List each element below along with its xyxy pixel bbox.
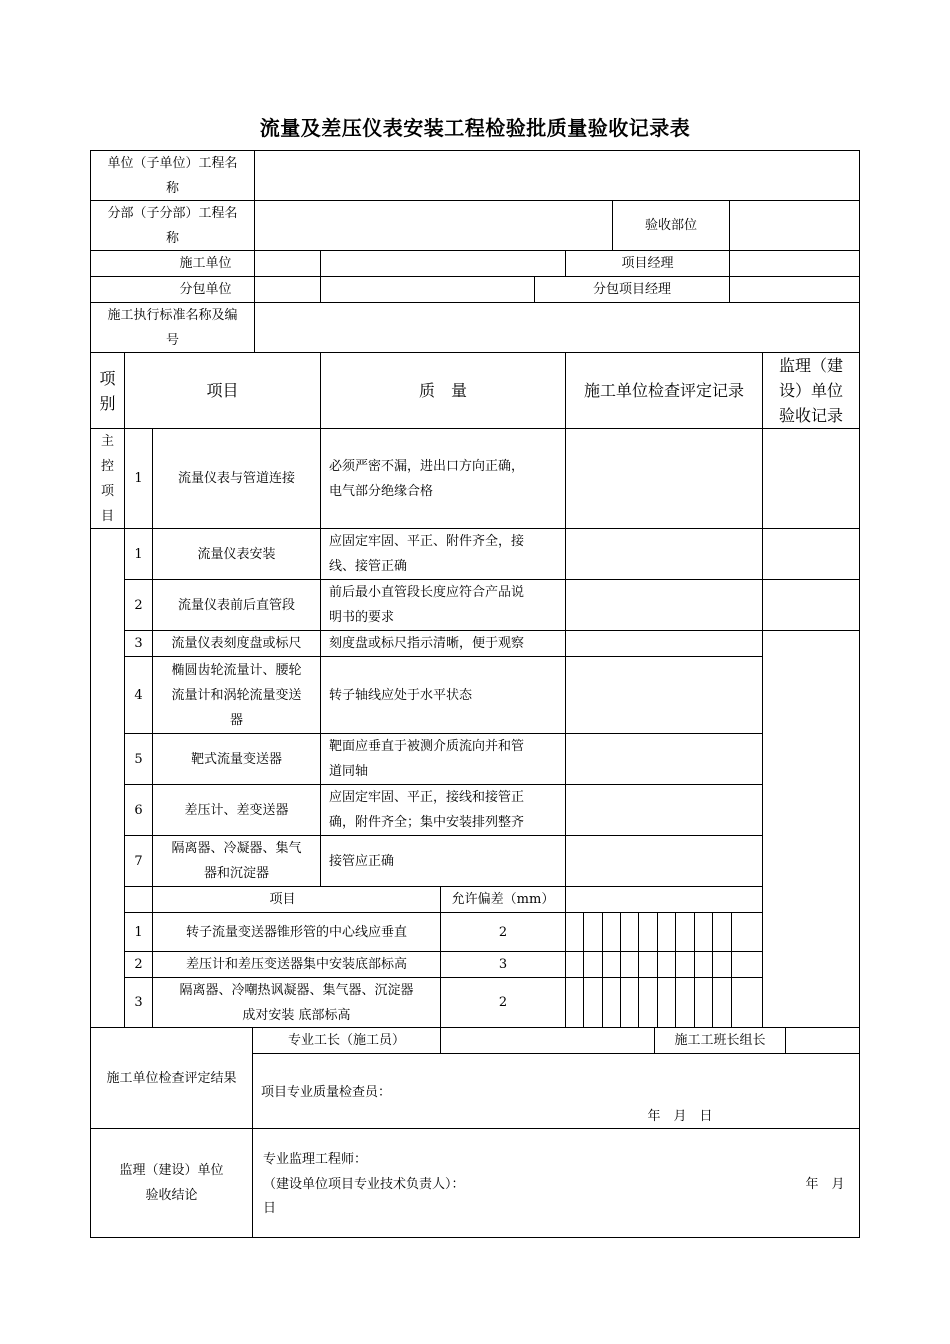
row-requirement: 应固定牢固、平正，接线和接管正 确，附件齐全；集中安装排列整齐 (329, 790, 525, 830)
row-item-name: 流量仪表刻度盘或标尺 (171, 636, 302, 651)
row-number: 1 (134, 471, 143, 486)
tolerance-item-header: 项目 (269, 892, 296, 907)
tolerance-value: 3 (498, 957, 508, 972)
main-control-label: 主 控 项 目 (100, 433, 114, 524)
tolerance-value: 2 (498, 924, 508, 940)
quality-header: 质 量 (418, 381, 467, 400)
supervisor-label: 专业监理工程师： (263, 1152, 368, 1167)
grid-line (694, 912, 695, 1028)
row-requirement: 接管应正确 (329, 853, 395, 869)
row-item-name: 流量仪表前后直管段 (177, 597, 295, 613)
owner-tech-label: （建设单位项目专业技术负责人）： (263, 1177, 465, 1192)
page-title: 流量及差压仪表安装工程检验批质量验收记录表 (259, 116, 691, 140)
grid-line (785, 1027, 786, 1054)
row-requirement: 必须严密不漏，进出口方向正确， 电气部分绝缘合格 (329, 458, 525, 499)
row-item-name: 隔离器、冷凝器、集气 器和沉淀器 (171, 841, 302, 881)
grid-line (675, 912, 676, 1028)
construction-record-header: 施工单位检查评定记录 (583, 381, 744, 400)
construction-unit-label: 施工单位 (179, 256, 232, 271)
acceptance-part-label: 验收部位 (644, 218, 697, 233)
tolerance-item-name: 隔离器、冷嘲热讽凝器、集气器、沉淀器 成对安装 底部标高 (179, 982, 414, 1023)
grid-line (320, 250, 321, 303)
tolerance-item-name: 差压计和差压变送器集中安装底部标高 (185, 957, 407, 972)
grid-line (440, 1027, 441, 1054)
item-header: 项目 (206, 381, 239, 400)
quality-inspector-label: 项目专业质量检查员： (261, 1085, 392, 1100)
row-number: 3 (134, 995, 143, 1010)
grid-line (712, 912, 713, 1028)
foreman-label: 专业工长（施工员） (287, 1033, 405, 1048)
date-label: 年 月 日 (647, 1109, 713, 1124)
grid-line (657, 912, 658, 1028)
construction-result-label: 施工单位检查评定结果 (106, 1070, 237, 1086)
grid-line (90, 1237, 860, 1238)
date-label: 日 (263, 1201, 277, 1216)
category-header: 项 别 (99, 368, 116, 413)
row-item-name: 流量仪表安装 (197, 546, 276, 562)
tolerance-header: 允许偏差（mm） (451, 892, 555, 907)
row-item-name: 差压计、差变送器 (184, 802, 289, 818)
supervision-record-header: 监理（建 设）单位 验收记录 (778, 356, 843, 425)
grid-line (638, 912, 639, 1028)
grid-line (252, 1027, 253, 1238)
row-number: 3 (134, 636, 143, 651)
standard-label: 施工执行标准名称及编 号 (107, 307, 238, 348)
grid-line (729, 200, 730, 303)
grid-line (602, 912, 603, 1028)
row-number: 1 (134, 546, 143, 562)
row-requirement: 转子轴线应处于水平状态 (329, 687, 473, 703)
grid-line (252, 1053, 860, 1054)
project-manager-label: 项目经理 (621, 256, 674, 271)
unit-project-label: 单位（子单位）工程名 称 (107, 155, 238, 196)
team-leader-label: 施工工班长组长 (674, 1033, 766, 1048)
row-item-name: 流量仪表与管道连接 (177, 471, 295, 486)
row-number: 1 (134, 924, 143, 940)
supervision-conclusion-label: 监理（建设）单位 验收结论 (119, 1163, 224, 1203)
row-number: 6 (134, 802, 143, 818)
row-number: 5 (134, 751, 143, 767)
row-requirement: 刻度盘或标尺指示清晰，便于观察 (329, 636, 525, 651)
grid-line (859, 150, 860, 1238)
row-item-name: 靶式流量变送器 (190, 751, 282, 767)
row-number: 4 (134, 687, 143, 703)
row-number: 2 (134, 597, 143, 613)
row-requirement: 靶面应垂直于被测介质流向并和管 道同轴 (329, 739, 525, 779)
subcontract-unit-label: 分包单位 (179, 282, 232, 297)
row-requirement: 应固定牢固、平正、附件齐全，接 线、接管正确 (329, 534, 525, 574)
tolerance-item-name: 转子流量变送器锥形管的中心线应垂直 (185, 924, 407, 940)
row-number: 2 (134, 957, 143, 972)
row-item-name: 椭圆齿轮流量计、腰轮 流量计和涡轮流量变送 器 (171, 662, 302, 728)
grid-line (620, 912, 621, 1028)
sub-project-label: 分部（子分部）工程名 称 (107, 205, 238, 246)
grid-line (583, 912, 584, 1028)
grid-line (565, 352, 566, 1028)
grid-line (762, 352, 763, 1028)
tolerance-value: 2 (498, 995, 508, 1010)
date-label: 年 月 (805, 1177, 845, 1192)
row-requirement: 前后最小直管段长度应符合产品说 明书的要求 (329, 585, 525, 625)
grid-line (731, 912, 732, 1028)
row-number: 7 (134, 853, 143, 869)
subcontract-manager-label: 分包项目经理 (592, 282, 671, 297)
